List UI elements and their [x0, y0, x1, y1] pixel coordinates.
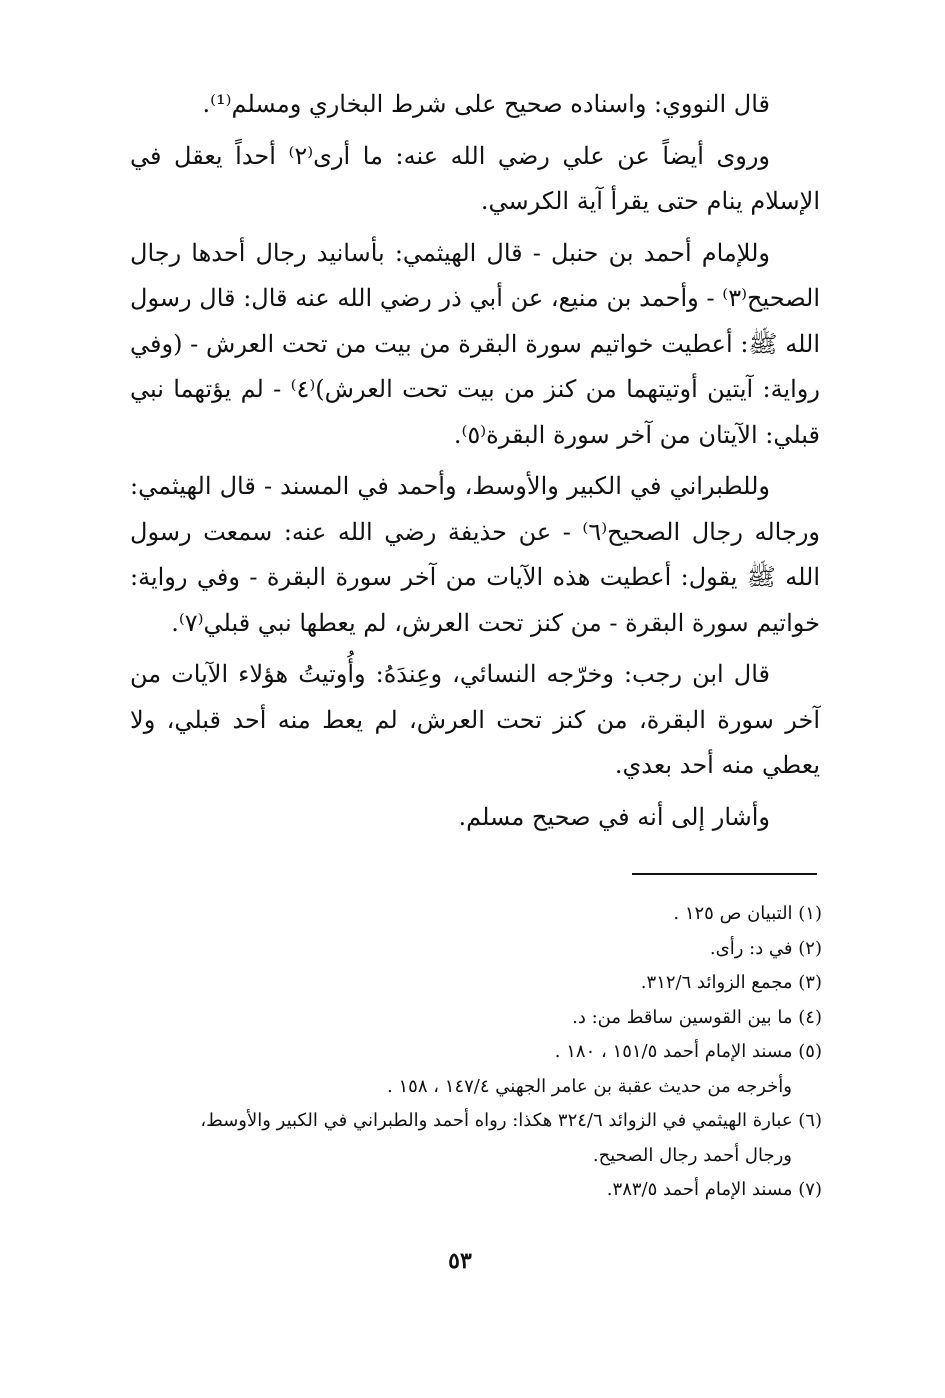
paragraph-ali: وروى أيضاً عن علي رضي الله عنه: ما أرى⁽٢⁾ أحداً يعقل في الإسلام ينام حتى يقرأ آية الكرسي.	[130, 141, 820, 215]
footnote-2: (٢) في د: رأى.	[709, 937, 822, 959]
footnote-6: (٦) عبارة الهيثمي في الزوائد ٣٢٤/٦ هكذا: رواه أحمد والطبراني في الكبير والأوسط،	[200, 1110, 822, 1131]
footnote-1: (١) التبيان ص ١٢٥ .	[673, 903, 822, 924]
footnote-4: (٤) ما بين القوسين ساقط من: د.	[572, 1006, 822, 1028]
footnote-5: (٥) مسند الإمام أحمد ١٥١/٥ ، ١٨٠ .	[554, 1041, 822, 1062]
footnote-5-continuation: وأخرجه من حديث عقبة بن عامر الجهني ١٤٧/٤ ، ١٥٨ .	[387, 1075, 792, 1097]
paragraph-ibn-rajab: قال ابن رجب: وخرّجه النسائي، وعِندَهُ: وأُوتيتُ هؤلاء الآيات من آخر سورة البقرة، من كنز تحت العرش، لم يعط منه أحد قبلي، ولا يعطي منه أحد بعدي.	[130, 660, 820, 779]
main-text	[130, 82, 820, 846]
paragraph-nawawi: قال النووي: واسناده صحيح على شرط البخاري ومسلم⁽¹⁾.	[202, 90, 770, 118]
footnotes	[110, 897, 822, 1208]
page-number: ٥٣	[448, 1248, 472, 1274]
paragraph-abu-dharr: وللإمام أحمد بن حنبل - قال الهيثمي: بأسانيد رجال أحدها رجال الصحيح⁽٣⁾ - وأحمد بن منيع، عن أبي ذر رضي الله عنه قال: قال رسول الله ﷺ: أعطيت خواتيم سورة البقرة من بيت من تحت العرش - (وفي رواية: آيتين أوتيتهما من كنز من بيت تحت العرش)⁽٤⁾ - لم يؤتهما نبي قبلي: الآيتان من آخر سورة البقرة⁽٥⁾.	[130, 238, 820, 449]
footnote-3: (٣) مجمع الزوائد ٣١٢/٦.	[640, 972, 822, 993]
footnote-separator	[632, 873, 817, 875]
footnote-7: (٧) مسند الإمام أحمد ٣٨٣/٥.	[606, 1179, 822, 1200]
paragraph-hudhayfa: وللطبراني في الكبير والأوسط، وأحمد في المسند - قال الهيثمي: ورجاله رجال الصحيح⁽٦⁾ - عن حذيفة رضي الله عنه: سمعت رسول الله ﷺ يقول: أعطيت هذه الآيات من آخر سورة البقرة - وفي رواية: خواتيم سورة البقرة - من كنز تحت العرش، لم يعطها نبي قبلي⁽٧⁾.	[130, 472, 820, 637]
paragraph-muslim: وأشار إلى أنه في صحيح مسلم.	[458, 802, 770, 831]
footnote-6-continuation: ورجال أحمد رجال الصحيح.	[592, 1144, 792, 1166]
